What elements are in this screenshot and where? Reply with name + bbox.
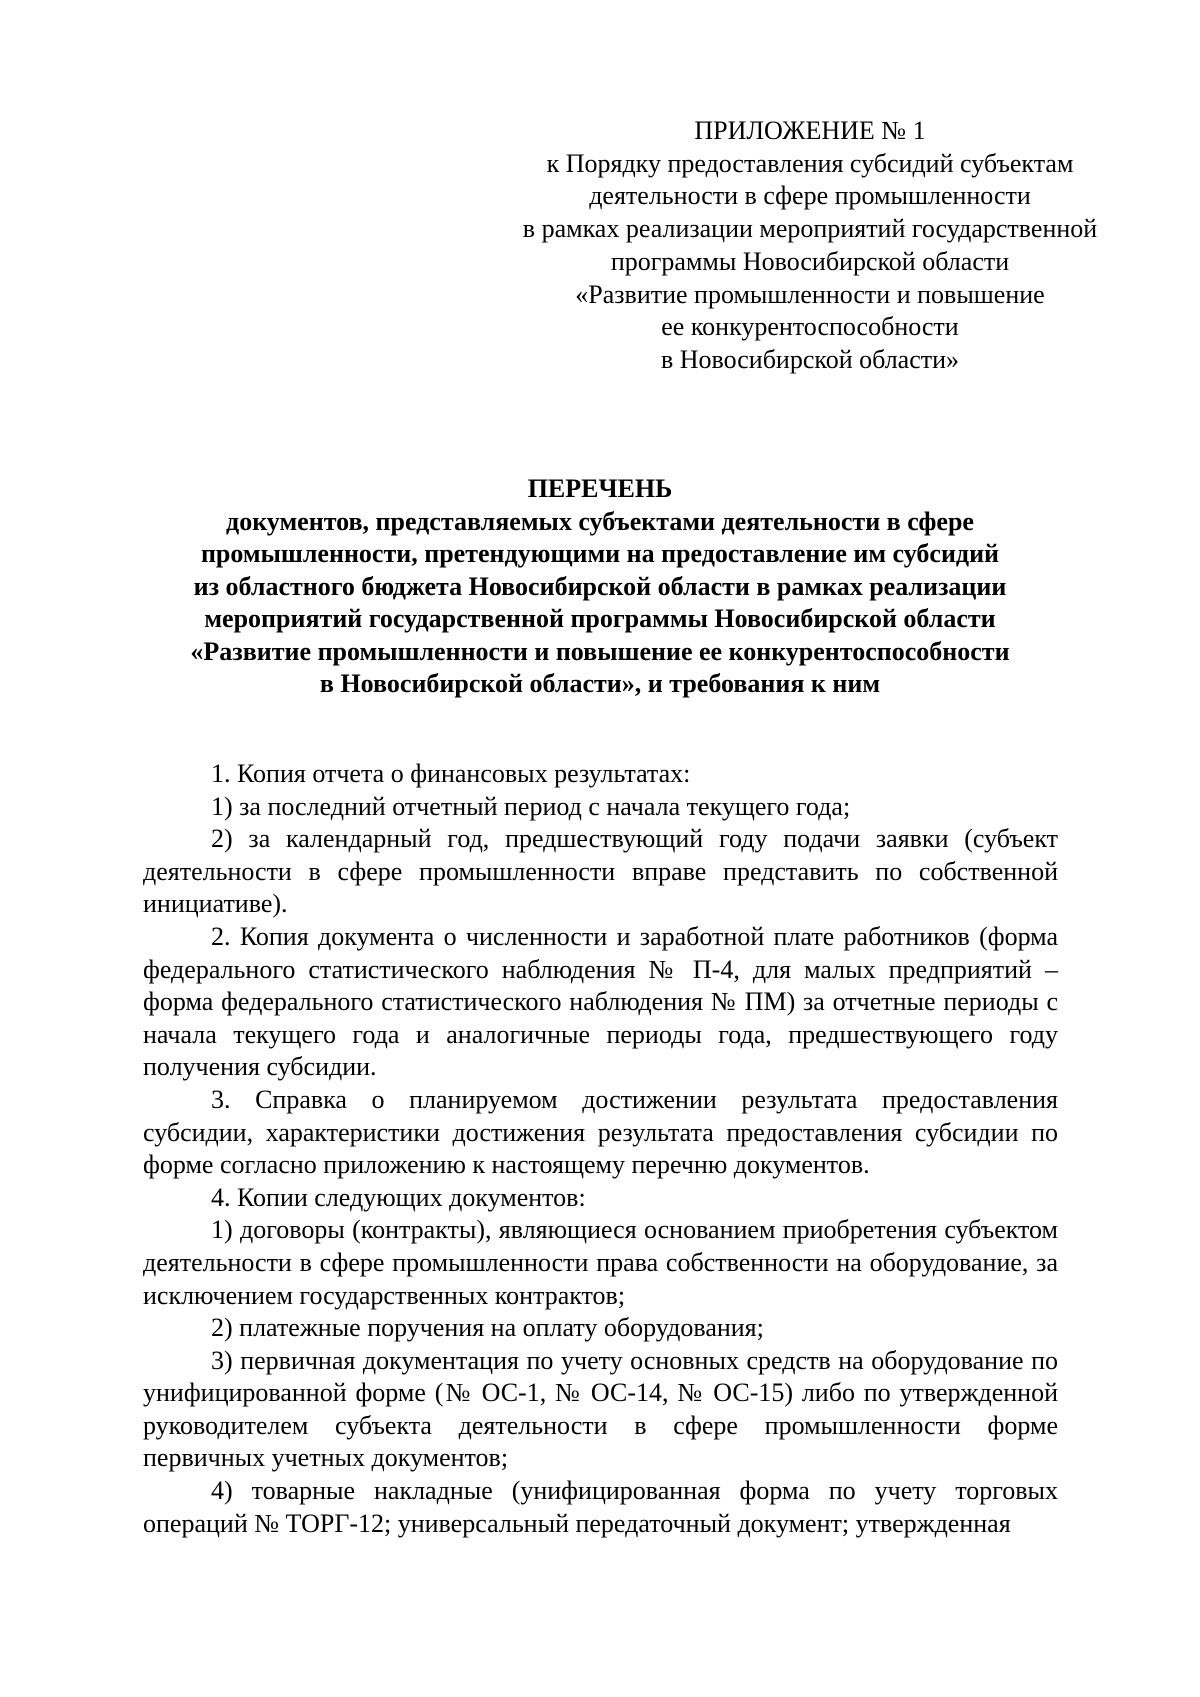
paragraph: 3. Справка о планируемом достижении результата предоставления субсидии, характеристики достижения результата предоставления субсидии по форме согласно приложению к настоящему перечню документов. (143, 1084, 1058, 1180)
paragraph: 1) договоры (контракты), являющиеся основанием приобретения субъектом деятельности в сфере промышленности права собственности на оборудование, за исключением государственных контрактов; (143, 1215, 1058, 1310)
paragraph: 4. Копии следующих документов: (211, 1182, 586, 1212)
appendix-line: к Порядку предоставления субсидий субъектам (546, 148, 1074, 178)
paragraph: 2. Копия документа о численности и заработной плате работников (форма федерального статистического наблюдения № П-4, для малых предприятий – форма федерального статистического наблюдения № ПМ) за отчетные периоды с начала текущего года и аналогичные периоды года, предшествующего году получения субсидии. (143, 921, 1058, 1082)
paragraph: 1. Копия отчета о финансовых результатах: (211, 759, 691, 788)
appendix-line: ПРИЛОЖЕНИЕ № 1 (694, 116, 926, 145)
paragraph: 1) за последний отчетный период с начала текущего года; (211, 791, 851, 821)
title-line: «Развитие промышленности и повышение ее конкурентоспособности (190, 636, 1010, 666)
paragraph: 2) платежные поручения на оплату оборудования; (211, 1313, 764, 1343)
appendix-line: деятельности в сфере промышленности (589, 181, 1031, 211)
document-body (143, 758, 1058, 1540)
title-line: промышленности, претендующими на предоставление им субсидий (200, 539, 1000, 568)
paragraph: 4) товарные накладные (унифицированная форма по учету торговых операций № ТОРГ-12; универсальный передаточный документ; утвержденная (143, 1476, 1058, 1538)
paragraph: 2) за календарный год, предшествующий году подачи заявки (субъект деятельности в сфере промышленности вправе представить по собственной инициативе). (143, 824, 1058, 919)
document-title (140, 473, 1060, 701)
title-line: документов, представляемых субъектами деятельности в сфере (226, 506, 974, 536)
title-line: мероприятий государственной программы Новосибирской области (204, 604, 996, 633)
appendix-line: программы Новосибирской области (610, 246, 1010, 276)
appendix-line: в Новосибирской области» (660, 344, 960, 374)
appendix-header (470, 115, 1150, 377)
appendix-line: «Развитие промышленности и повышение (575, 279, 1045, 309)
title-line: в Новосибирской области», и требования к ним (319, 669, 881, 698)
paragraph: 3) первичная документация по учету основных средств на оборудование по унифицированной форме (№ ОС-1, № ОС-14, № ОС-15) либо по утвержденной руководителем субъекта деятельности в сфере промышленности форме первичных учетных документов; (143, 1345, 1058, 1473)
appendix-line: ее конкурентоспособности (661, 312, 959, 342)
title-heading: ПЕРЕЧЕНЬ (527, 474, 673, 503)
title-line: из областного бюджета Новосибирской области в рамках реализации (193, 571, 1007, 601)
appendix-line: в рамках реализации мероприятий государственной (522, 214, 1098, 244)
